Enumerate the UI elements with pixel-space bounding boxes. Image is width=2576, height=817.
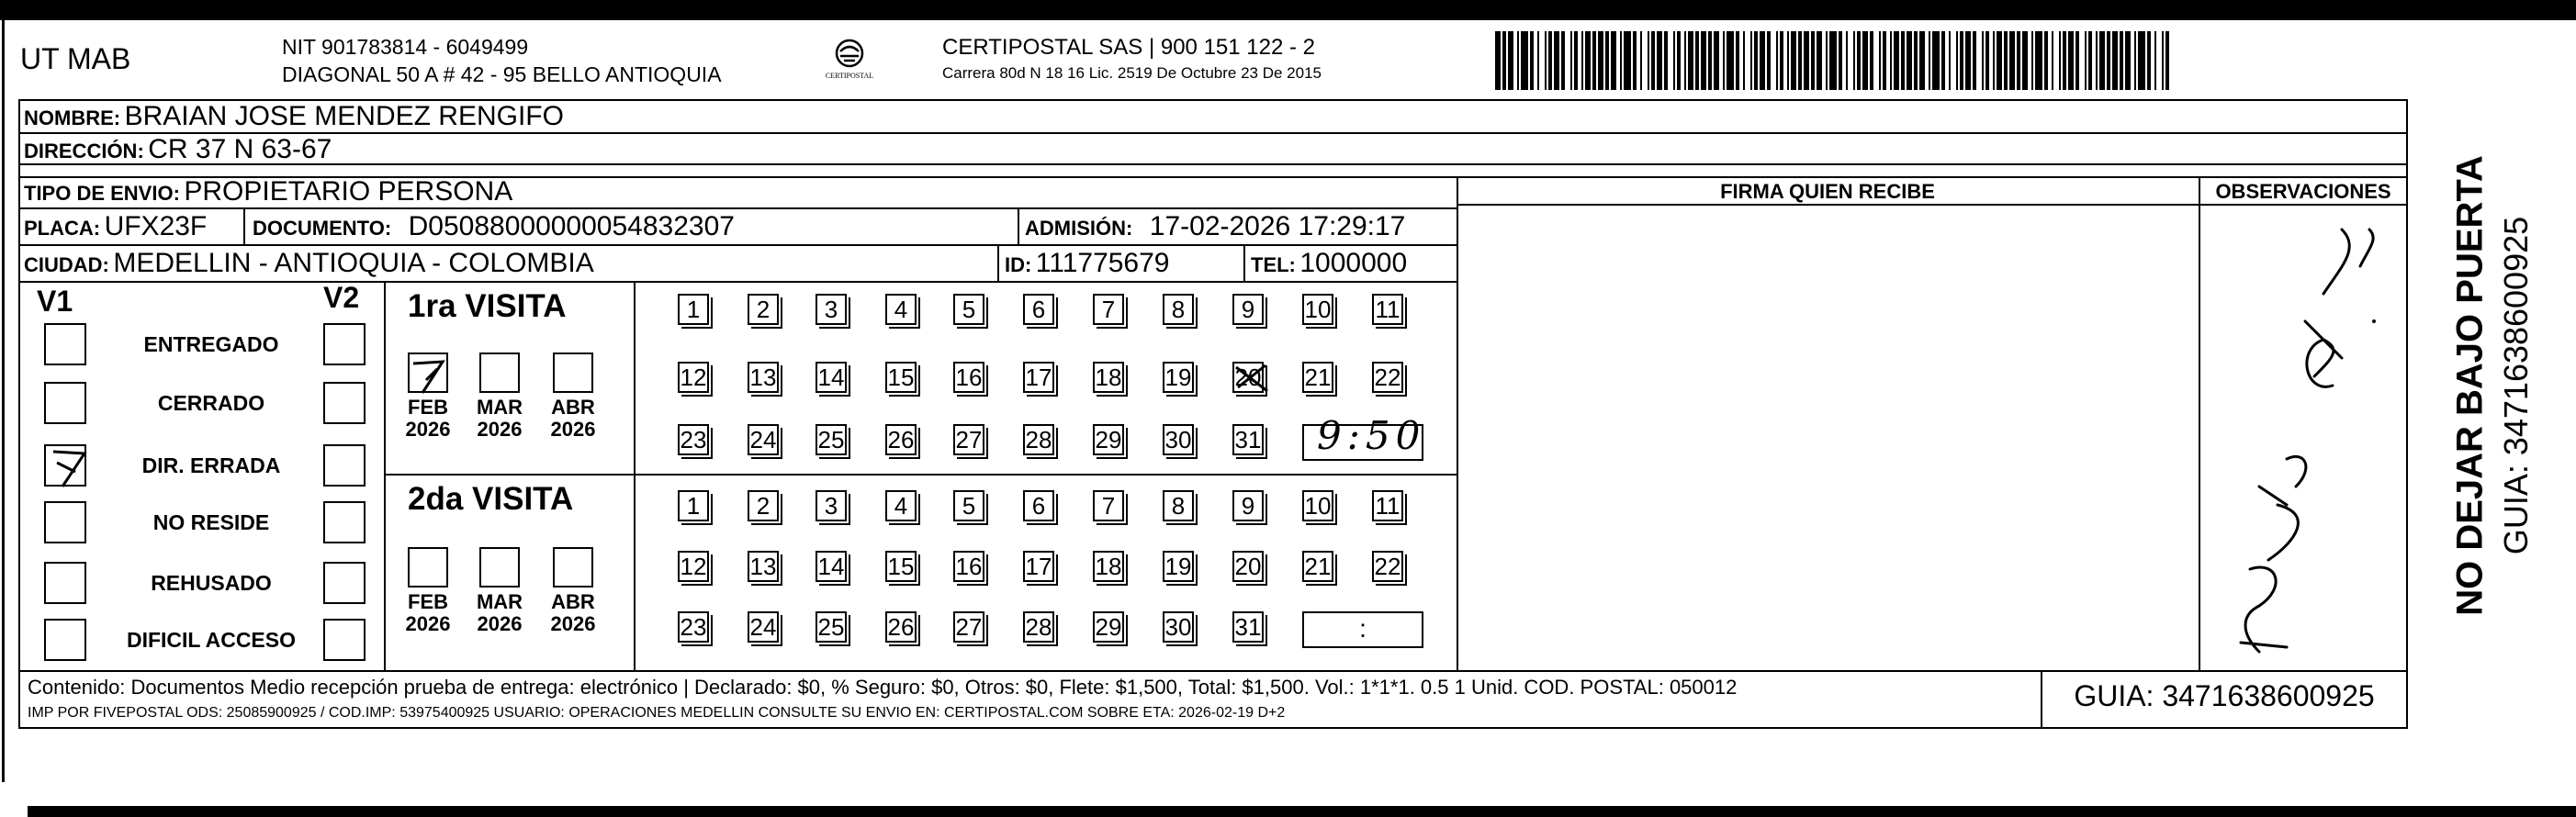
name-label: NOMBRE: bbox=[24, 106, 121, 129]
plate-label: PLACA: bbox=[24, 217, 101, 240]
col-line bbox=[384, 281, 386, 670]
city-label: CIUDAD: bbox=[24, 253, 109, 276]
col-line bbox=[1018, 207, 1019, 244]
day-box[interactable]: 5 bbox=[953, 490, 984, 521]
month-checkbox[interactable] bbox=[553, 547, 593, 588]
v2-checkbox[interactable] bbox=[323, 444, 366, 487]
id-row bbox=[1005, 248, 1170, 279]
day-box[interactable]: 10 bbox=[1302, 294, 1333, 325]
carrier-name: CERTIPOSTAL SAS | 900 151 122 - 2 bbox=[942, 35, 1315, 60]
company-name: UT MAB bbox=[20, 42, 131, 75]
day-box[interactable]: 29 bbox=[1093, 424, 1124, 455]
v2-checkbox[interactable] bbox=[323, 323, 366, 365]
barcode-bar bbox=[2035, 31, 2042, 90]
handwritten-mark-dir-errada bbox=[44, 444, 92, 492]
status-option-label: CERRADO bbox=[157, 391, 265, 415]
month-label bbox=[472, 591, 527, 635]
col-line bbox=[1457, 176, 1458, 670]
address-row bbox=[24, 134, 332, 165]
month-name: MAR bbox=[476, 590, 523, 613]
day-box[interactable]: 15 bbox=[885, 551, 917, 582]
day-box[interactable]: 20 bbox=[1232, 362, 1264, 393]
day-box[interactable]: 24 bbox=[748, 424, 779, 455]
col-line bbox=[1243, 244, 1245, 281]
admission-label: ADMISIÓN: bbox=[1025, 217, 1133, 240]
sender-address: DIAGONAL 50 A # 42 - 95 BELLO ANTIOQUIA bbox=[282, 62, 722, 86]
handwritten-time: 9:50 bbox=[1317, 413, 1426, 458]
plate-row bbox=[24, 211, 207, 242]
month-label bbox=[400, 591, 456, 635]
month-label bbox=[546, 397, 601, 441]
tel-label: TEL: bbox=[1251, 253, 1296, 276]
day-box[interactable]: 2 bbox=[748, 490, 779, 521]
second-visit-label: 2da VISITA bbox=[408, 481, 574, 517]
month-label bbox=[400, 397, 456, 441]
no-dejar-bajo-puerta: NO DEJAR BAJO PUERTA bbox=[2449, 155, 2491, 616]
day-box[interactable]: 18 bbox=[1093, 551, 1124, 582]
month-year: 2026 bbox=[405, 418, 451, 441]
month-name: FEB bbox=[408, 590, 448, 613]
status-option-label: REHUSADO bbox=[151, 571, 272, 595]
handwritten-mark-feb bbox=[406, 353, 452, 398]
city: MEDELLIN - ANTIOQUIA - COLOMBIA bbox=[113, 248, 594, 278]
barcode bbox=[1495, 31, 2175, 90]
status-option-label: DIFICIL ACCESO bbox=[126, 628, 296, 652]
day-box[interactable]: 14 bbox=[816, 551, 847, 582]
logo-caption: CERTIPOSTAL bbox=[825, 72, 874, 80]
send-type-row bbox=[24, 176, 512, 207]
day-box[interactable]: 7 bbox=[1093, 294, 1124, 325]
day-box[interactable]: 19 bbox=[1163, 362, 1194, 393]
day-box[interactable]: 4 bbox=[885, 490, 917, 521]
v2-checkbox[interactable] bbox=[323, 382, 366, 424]
day-box[interactable]: 4 bbox=[885, 294, 917, 325]
admission-row bbox=[1025, 211, 1405, 242]
col-line bbox=[243, 207, 245, 244]
barcode-bar bbox=[1624, 31, 1631, 90]
row-line bbox=[18, 207, 1457, 209]
recipient-address: CR 37 N 63-67 bbox=[148, 134, 332, 164]
document: D05088000000054832307 bbox=[408, 211, 735, 241]
day-box[interactable]: 17 bbox=[1023, 551, 1054, 582]
day-box[interactable]: 1 bbox=[678, 490, 709, 521]
col-line bbox=[634, 281, 636, 670]
footer-content: Contenido: Documentos Medio recepción prueba de entrega: electrónico | Declarado: $0, % Seguro: $0, Otros: $0, Flete: $1,500, Total: $1,500. Vol.: 1*1*1. 0.5 1 Unid. COD. POSTAL: 050012 bbox=[28, 676, 1738, 699]
observaciones-label: OBSERVACIONES bbox=[2215, 180, 2391, 203]
side-guia: GUIA: 3471638600925 bbox=[2497, 216, 2535, 555]
document-row bbox=[253, 211, 735, 242]
day-box[interactable]: 8 bbox=[1163, 490, 1194, 521]
day-box[interactable]: 30 bbox=[1163, 424, 1194, 455]
day-box[interactable]: 25 bbox=[816, 611, 847, 643]
month-checkbox[interactable] bbox=[408, 547, 448, 588]
day-box[interactable]: 26 bbox=[885, 424, 917, 455]
day-box[interactable]: 13 bbox=[748, 362, 779, 393]
day-box[interactable]: 13 bbox=[748, 551, 779, 582]
barcode-bar bbox=[1932, 31, 1940, 90]
v2-checkbox[interactable] bbox=[323, 562, 366, 604]
col-line bbox=[997, 244, 999, 281]
nit: NIT 901783814 - 6049499 bbox=[282, 35, 529, 59]
month-year: 2026 bbox=[550, 418, 596, 441]
bottom-border bbox=[28, 806, 2576, 817]
barcode-bar bbox=[1829, 31, 1837, 90]
admission: 17-02-2026 17:29:17 bbox=[1149, 211, 1406, 241]
day-box[interactable]: 28 bbox=[1023, 424, 1054, 455]
city-row bbox=[24, 248, 594, 279]
certipostal-logo bbox=[822, 35, 877, 86]
v1-label: V1 bbox=[37, 285, 73, 318]
month-name: FEB bbox=[408, 396, 448, 419]
day-box[interactable]: 2 bbox=[748, 294, 779, 325]
day-box[interactable]: 12 bbox=[678, 551, 709, 582]
day-box[interactable]: 6 bbox=[1023, 294, 1054, 325]
name-row bbox=[24, 101, 564, 132]
v2-checkbox[interactable] bbox=[323, 501, 366, 543]
day-box[interactable]: 10 bbox=[1302, 490, 1333, 521]
day-box[interactable]: 23 bbox=[678, 424, 709, 455]
day-box[interactable]: 22 bbox=[1372, 362, 1403, 393]
left-edge bbox=[2, 20, 5, 782]
status-option-label: NO RESIDE bbox=[152, 510, 270, 534]
barcode-bar bbox=[1727, 31, 1734, 90]
id-label: ID: bbox=[1005, 253, 1032, 276]
month-year: 2026 bbox=[550, 612, 596, 635]
day-box[interactable]: 15 bbox=[885, 362, 917, 393]
day-box[interactable]: 9 bbox=[1232, 294, 1264, 325]
v2-label: V2 bbox=[323, 281, 360, 314]
barcode-bar bbox=[2138, 31, 2145, 90]
v1-checkbox[interactable] bbox=[44, 382, 86, 424]
month-checkbox[interactable] bbox=[479, 547, 520, 588]
day-box[interactable]: 14 bbox=[816, 362, 847, 393]
v1-checkbox[interactable] bbox=[44, 323, 86, 365]
footer-imp: IMP POR FIVEPOSTAL ODS: 25085900925 / COD.IMP: 53975400925 USUARIO: OPERACIONES MEDELLIN CONSULTE SU ENVIO EN: CERTIPOSTAL.COM SOBRE ETA: 2026-02-19 D+2 bbox=[28, 705, 1286, 721]
day-box[interactable]: 30 bbox=[1163, 611, 1194, 643]
v1-checkbox[interactable] bbox=[44, 562, 86, 604]
month-name: ABR bbox=[551, 590, 595, 613]
day-box[interactable]: 7 bbox=[1093, 490, 1124, 521]
day-box[interactable]: 21 bbox=[1302, 551, 1333, 582]
month-year: 2026 bbox=[477, 418, 523, 441]
first-visit-label: 1ra VISITA bbox=[408, 288, 567, 324]
firma-label: FIRMA QUIEN RECIBE bbox=[1720, 180, 1935, 203]
top-border bbox=[0, 0, 2576, 20]
row-line bbox=[18, 281, 1457, 283]
day-box[interactable]: 17 bbox=[1023, 362, 1054, 393]
handwritten-mark-day20 bbox=[1231, 360, 1275, 397]
day-box[interactable]: 1 bbox=[678, 294, 709, 325]
barcode-bar bbox=[2169, 31, 2171, 90]
plate: UFX23F bbox=[104, 211, 208, 241]
day-box[interactable]: 9 bbox=[1232, 490, 1264, 521]
month-name: ABR bbox=[551, 396, 595, 419]
day-box[interactable]: 18 bbox=[1093, 362, 1124, 393]
recipient-name: BRAIAN JOSE MENDEZ RENGIFO bbox=[124, 101, 564, 131]
day-box[interactable]: 3 bbox=[816, 490, 847, 521]
status-option-label: DIR. ERRADA bbox=[141, 453, 281, 477]
row-line bbox=[1457, 204, 2408, 206]
status-option-label: ENTREGADO bbox=[143, 332, 279, 356]
month-year: 2026 bbox=[405, 612, 451, 635]
day-box[interactable]: 27 bbox=[953, 424, 984, 455]
handwritten-signature bbox=[2204, 211, 2406, 666]
month-label bbox=[472, 397, 527, 441]
day-box[interactable]: 29 bbox=[1093, 611, 1124, 643]
v1-checkbox[interactable] bbox=[44, 501, 86, 543]
day-box[interactable]: 27 bbox=[953, 611, 984, 643]
v2-checkbox[interactable] bbox=[323, 619, 366, 661]
row-line bbox=[18, 163, 2408, 165]
day-box[interactable]: 5 bbox=[953, 294, 984, 325]
send-type-label: TIPO DE ENVIO: bbox=[24, 182, 180, 205]
month-checkbox[interactable] bbox=[479, 353, 520, 393]
day-box[interactable]: 11 bbox=[1372, 490, 1403, 521]
day-box[interactable]: 8 bbox=[1163, 294, 1194, 325]
month-year: 2026 bbox=[477, 612, 523, 635]
row-line bbox=[18, 244, 1457, 246]
day-box[interactable]: 16 bbox=[953, 551, 984, 582]
row-line bbox=[18, 132, 2408, 134]
carrier-license: Carrera 80d N 18 16 Lic. 2519 De Octubre 23 De 2015 bbox=[942, 64, 1322, 82]
day-box[interactable]: 22 bbox=[1372, 551, 1403, 582]
day-box[interactable]: 26 bbox=[885, 611, 917, 643]
day-box[interactable]: 24 bbox=[748, 611, 779, 643]
day-box[interactable]: 31 bbox=[1232, 424, 1264, 455]
month-label bbox=[546, 591, 601, 635]
day-box[interactable]: 25 bbox=[816, 424, 847, 455]
day-box[interactable]: 6 bbox=[1023, 490, 1054, 521]
col-line bbox=[2199, 176, 2200, 670]
v1-checkbox[interactable] bbox=[44, 619, 86, 661]
day-box[interactable]: 11 bbox=[1372, 294, 1403, 325]
day-box[interactable]: 16 bbox=[953, 362, 984, 393]
day-box[interactable]: 19 bbox=[1163, 551, 1194, 582]
send-type: PROPIETARIO PERSONA bbox=[184, 176, 513, 207]
id-value: 111775679 bbox=[1035, 248, 1170, 278]
row-line bbox=[18, 670, 2408, 672]
day-box[interactable]: 3 bbox=[816, 294, 847, 325]
tel-row bbox=[1251, 248, 1407, 279]
day-box[interactable]: 28 bbox=[1023, 611, 1054, 643]
time-box[interactable]: : bbox=[1302, 611, 1423, 648]
day-box[interactable]: 20 bbox=[1232, 551, 1264, 582]
day-box[interactable]: 12 bbox=[678, 362, 709, 393]
day-box[interactable]: 21 bbox=[1302, 362, 1333, 393]
address-label: DIRECCIÓN: bbox=[24, 140, 144, 162]
barcode-bar bbox=[1521, 31, 1528, 90]
row-line bbox=[384, 474, 1457, 476]
footer-guia: GUIA: 3471638600925 bbox=[2074, 679, 2375, 712]
tel: 1000000 bbox=[1299, 248, 1408, 278]
day-box[interactable]: 31 bbox=[1232, 611, 1264, 643]
month-checkbox[interactable] bbox=[553, 353, 593, 393]
month-name: MAR bbox=[476, 396, 523, 419]
document-label: DOCUMENTO: bbox=[253, 217, 392, 240]
day-box[interactable]: 23 bbox=[678, 611, 709, 643]
